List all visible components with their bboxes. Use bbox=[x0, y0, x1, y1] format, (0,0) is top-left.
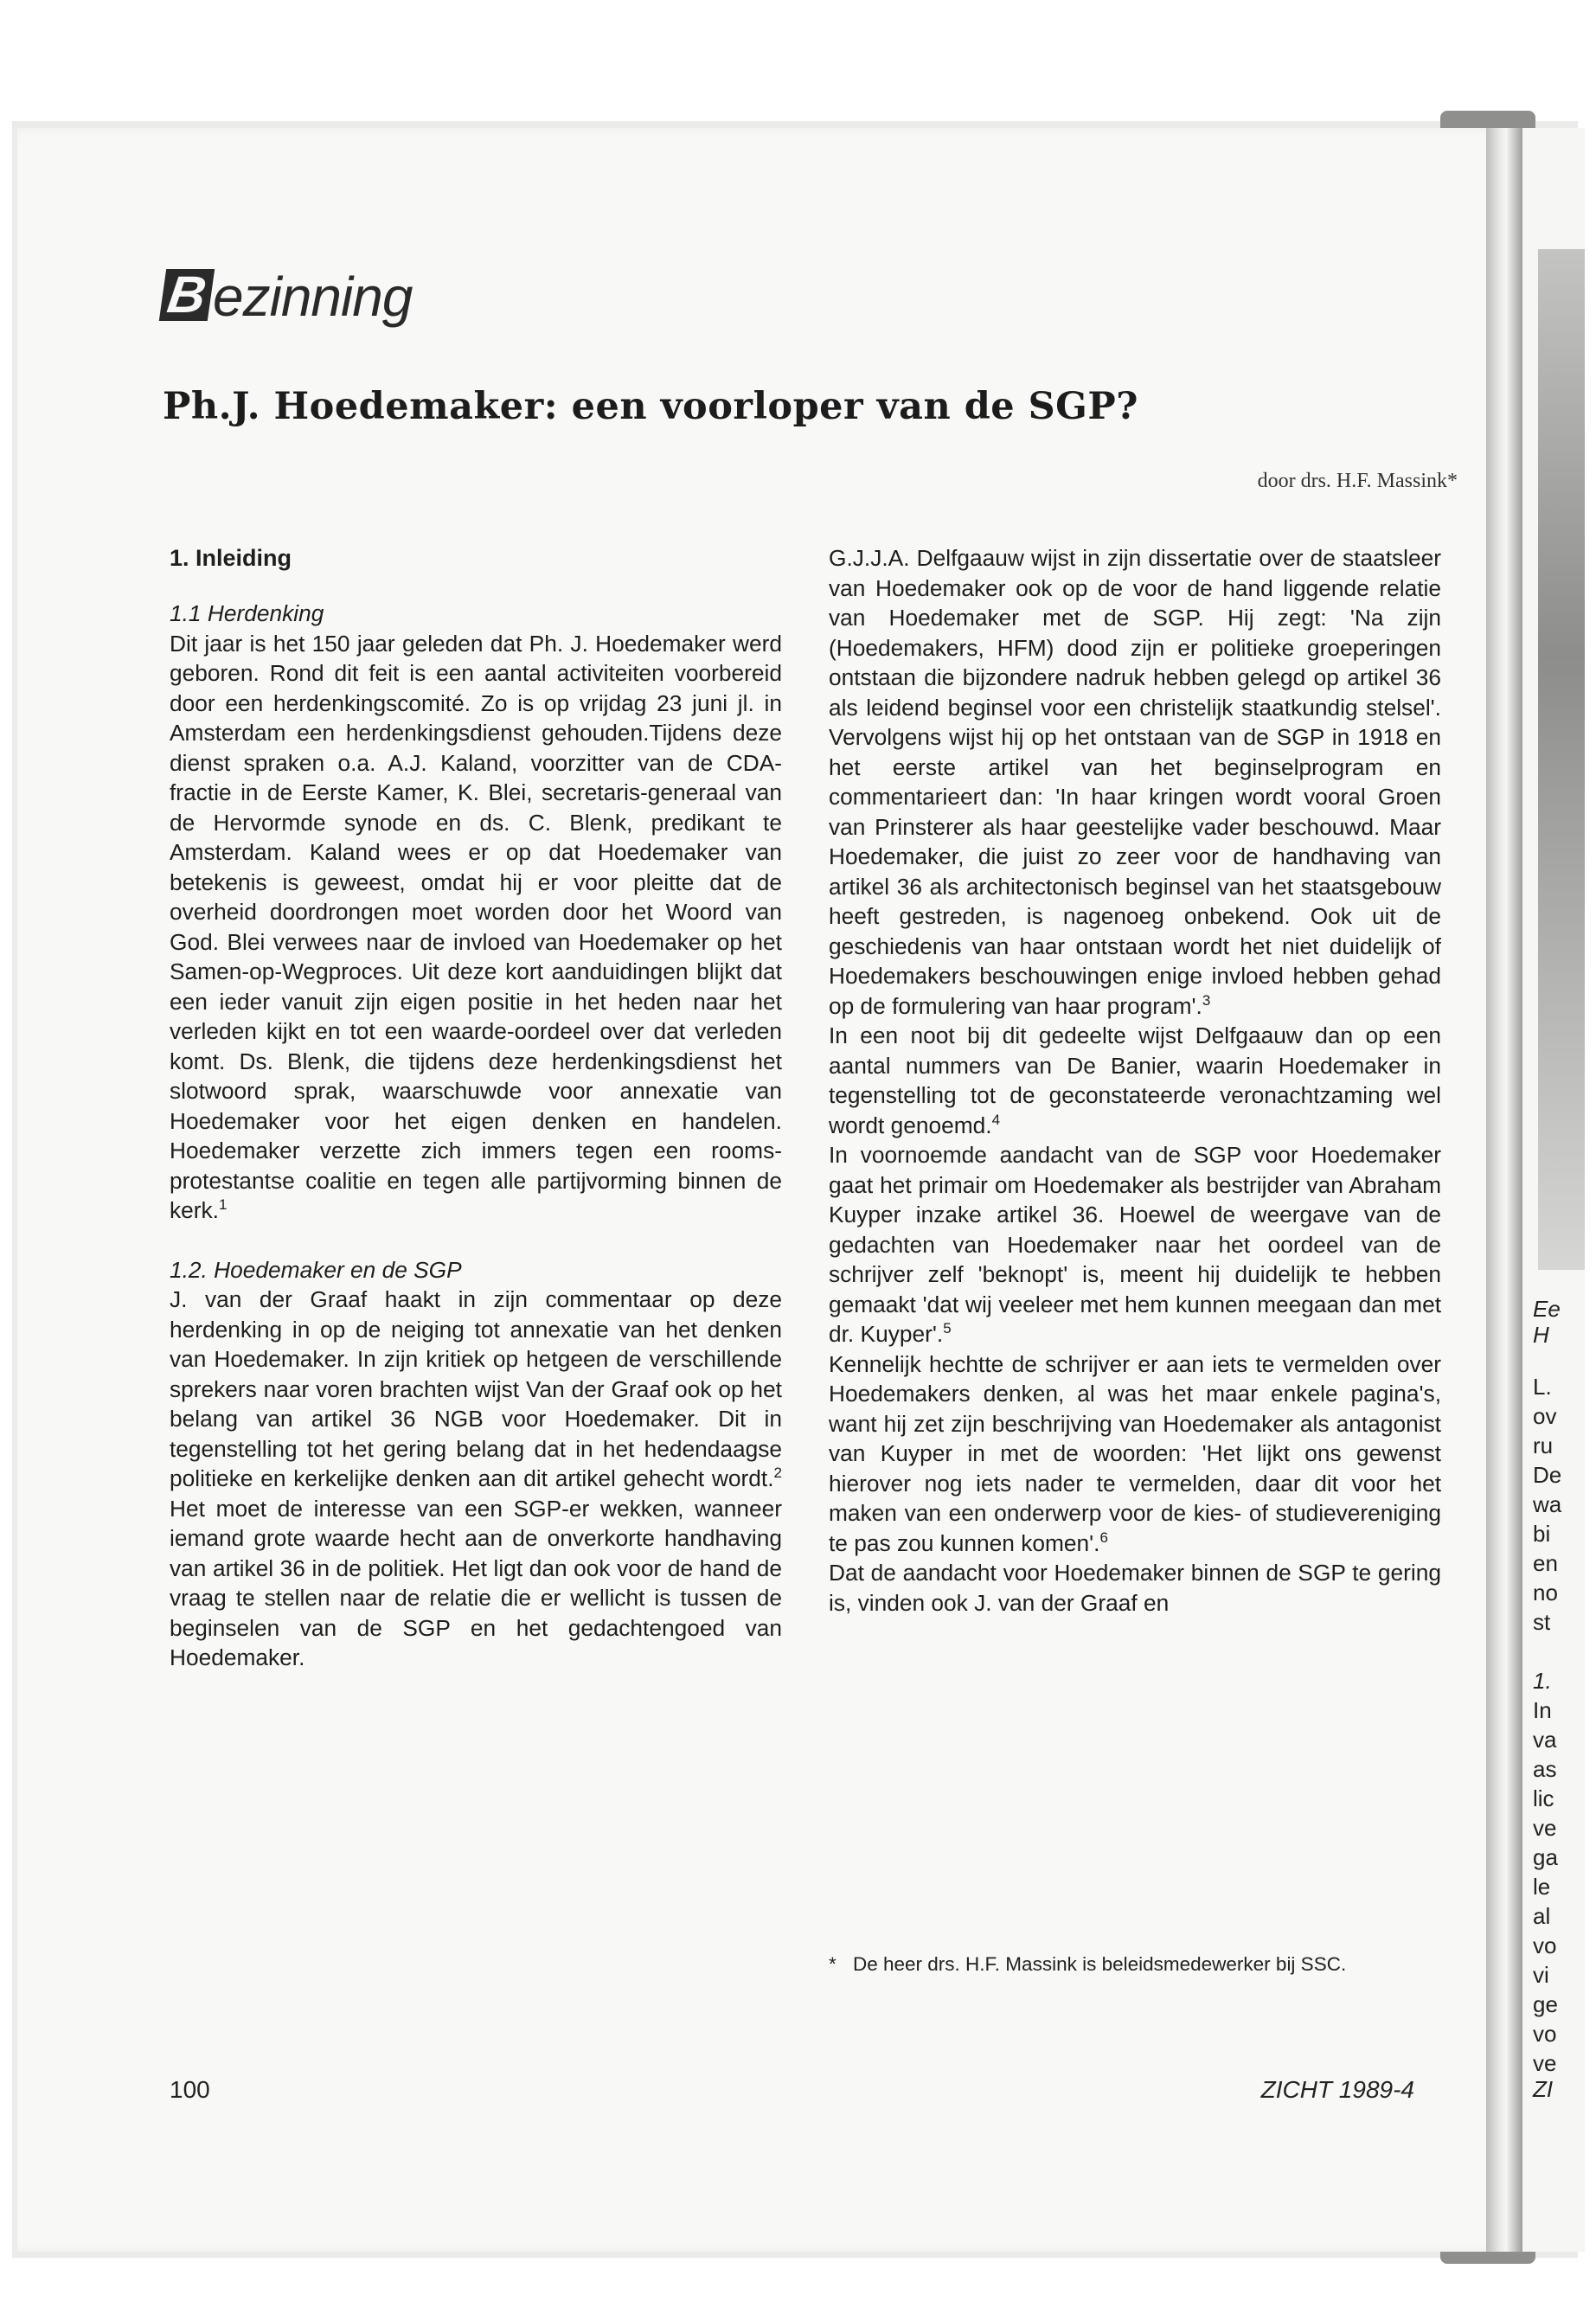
body-paragraph: In voornoemde aandacht van de SGP voor Hoedemaker gaat het primair om Hoedemaker als bestrijder van Abraham Kuyper inzake artikel 36. Hoewel de weergave van de gedachten van Hoedemaker naar het oordeel van de schrijver zelf 'beknopt' is, meent hij duidelijk te hebben gemaakt 'dat wij veeleer met hem kunnen meegaan dan met dr. Kuyper'.$^5$ bbox=[829, 1142, 1441, 1347]
next-page-fragment: vo bbox=[1533, 1932, 1557, 1958]
article-byline: door drs. H.F. Massink* bbox=[1257, 470, 1458, 492]
next-page-fragment: 1. bbox=[1533, 1668, 1552, 1694]
next-page-fragment: vi bbox=[1533, 1962, 1549, 1988]
author-footnote bbox=[829, 1952, 1441, 1977]
footnote-ref: 5 bbox=[943, 1320, 952, 1337]
section-tag-label: ezinning bbox=[213, 266, 413, 328]
next-page-fragment: wa bbox=[1533, 1491, 1562, 1517]
body-paragraph: In een noot bij dit gedeelte wijst Delfgaauw dan op een aantal nummers van De Banier, waarin Hoedemaker in tegenstelling tot de geconstateerde veronachtzaming wel wordt genoemd.$^4$ bbox=[829, 1022, 1441, 1138]
page-spine bbox=[1486, 128, 1522, 2252]
next-page-fragment: en bbox=[1533, 1550, 1558, 1576]
next-page-fragment: ve bbox=[1533, 1815, 1557, 1841]
section-tag bbox=[163, 238, 413, 328]
body-paragraph: Dit jaar is het 150 jaar geleden dat Ph. J. Hoedemaker werd geboren. Rond dit feit is een aantal activiteiten voorbereid door een herdenkingscomité. Zo is op vrijdag 23 juni jl. in Amsterdam een herdenkingsdienst gehouden.Tijdens deze dienst spraken o.a. A.J. Kaland, voorzitter van de CDA-fractie in de Eerste Kamer, K. Blei, secretaris-generaal van de Hervormde synode en ds. C. Blenk, predikant te Amsterdam. Kaland wees er op dat Hoedemaker van betekenis is geweest, omdat hij er voor pleitte dat de overheid doordrongen moet worden door het Woord van God. Blei verwees naar de invloed van Hoedemaker op het Samen-op-Wegproces. Uit deze kort aanduidingen blijkt dat een ieder vanuit zijn eigen positie in het heden naar het verleden kijkt en tot een waarde-oordeel over dat verleden komt. Ds. Blenk, die tijdens deze herdenkingsdienst het slotwoord sprak, waarschuwde voor annexatie van Hoedemaker voor het eigen denken en handelen. Hoedemaker verzette zich immers tegen een rooms-protestantse coalitie en tegen alle partijvorming binnen de kerk.$^1$ bbox=[170, 630, 782, 1223]
article-title: Ph.J. Hoedemaker: een voorloper van de SGP? bbox=[163, 385, 1138, 428]
next-page-fragment: bi bbox=[1533, 1521, 1551, 1547]
next-page-fragment: ge bbox=[1533, 1991, 1558, 2017]
body-paragraph: G.J.J.A. Delfgaauw wijst in zijn dissertatie over de staatsleer van Hoedemaker ook op de voor de hand liggende relatie van Hoedemaker met de SGP. Hij zegt: 'Na zijn (Hoedemakers, HFM) dood zijn er politieke groeperingen ontstaan die bijzondere nadruk hebben gelegd op artikel 36 als leidend beginsel voor een christelijk staatkundig stelsel'. Vervolgens wijst hij op het ontstaan van de SGP in 1918 en het eerste artikel van het beginselprogram en commentarieert dan: 'In haar kringen wordt vooral Groen van Prinsterer als haar geestelijke vader beschouwd. Maar Hoedemaker, die juist zo zeer voor de handhaving van artikel 36 als architectonisch beginsel van het staatsgebouw heeft gestreden, is nagenoeg onbekend. Ook uit de geschiedenis van haar ontstaan wordt het niet duidelijk of Hoedemakers beschouwingen enige invloed hebben gehad op de formulering van haar program'.$^3$ bbox=[829, 545, 1441, 1019]
next-page-fragment: ga bbox=[1533, 1844, 1558, 1870]
next-page-fragment: ov bbox=[1533, 1403, 1557, 1429]
section-tag-initial: B bbox=[159, 269, 215, 321]
next-page-fragment: no bbox=[1533, 1580, 1558, 1606]
body-paragraph: Dat de aandacht voor Hoedemaker binnen de SGP te gering is, vinden ook J. van der Graaf en bbox=[829, 1560, 1441, 1616]
next-page-fragment: vo bbox=[1533, 2021, 1557, 2047]
footnote-ref: 4 bbox=[991, 1111, 1001, 1128]
next-page-fragment: ZI bbox=[1533, 2076, 1554, 2102]
journal-issue: ZICHT 1989-4 bbox=[1260, 2076, 1414, 2103]
footnote-mark: * bbox=[829, 1953, 836, 1975]
next-page-fragment: L. bbox=[1533, 1374, 1552, 1400]
section-heading: 1. Inleiding bbox=[170, 545, 292, 571]
right-column bbox=[829, 543, 1441, 1618]
page-number: 100 bbox=[170, 2076, 210, 2103]
next-page-fragment: le bbox=[1533, 1874, 1551, 1900]
next-page-fragment: va bbox=[1533, 1727, 1557, 1753]
next-page-photo bbox=[1538, 249, 1585, 1270]
next-page-fragment: Ee bbox=[1533, 1296, 1561, 1322]
subsection-heading: 1.2. Hoedemaker en de SGP bbox=[170, 1256, 462, 1283]
next-page-fragment: as bbox=[1533, 1756, 1557, 1782]
footnote-ref: 6 bbox=[1099, 1529, 1108, 1546]
footnote-text: De heer drs. H.F. Massink is beleidsmedewerker bij SSC. bbox=[853, 1953, 1347, 1975]
body-paragraph: Kennelijk hechtte de schrijver er aan iets te vermelden over Hoedemakers denken, al was het maar enkele pagina's, want hij zet zijn beschrijving van Hoedemaker als antagonist van Kuyper in met de woorden: 'Het lijkt ons gewenst hierover nog iets nader te vermelden, daar dit voor het maken van een onderwerp voor de kies- of studievereniging te pas zou kunnen komen'.$^6$ bbox=[829, 1350, 1441, 1556]
body-paragraph: J. van der Graaf haakt in zijn commentaar op deze herdenking in op de neiging tot annexatie van het denken van Hoedemaker. In zijn kritiek op hetgeen de verschillende sprekers naar voren brachten wijst Van der Graaf ook op het belang van artikel 36 NGB voor Hoedemaker. Dit in tegenstelling tot het gering belang dat in het hedendaagse politieke en kerkelijke denken aan dit artikel gehecht wordt.$^2$ Het moet de interesse van een SGP-er wekken, wanneer iemand grote waarde hecht aan de onverkorte handhaving van artikel 36 in de politiek. Het ligt dan ook voor de hand de vraag te stellen naar de relatie die er wellicht is tussen de beginselen van de SGP en het gedachtengoed van Hoedemaker. bbox=[170, 1286, 782, 1670]
footnote-ref: 3 bbox=[1202, 991, 1211, 1009]
next-page-fragment: H bbox=[1533, 1322, 1549, 1348]
next-page-fragment: In bbox=[1533, 1697, 1552, 1723]
next-page-fragment: lic bbox=[1533, 1785, 1554, 1811]
next-page-fragment: ve bbox=[1533, 2050, 1557, 2076]
footnote-ref: 2 bbox=[773, 1465, 782, 1482]
subsection-heading: 1.1 Herdenking bbox=[170, 600, 324, 626]
next-page-fragment: al bbox=[1533, 1903, 1551, 1929]
next-page-fragment: De bbox=[1533, 1462, 1562, 1488]
next-page-fragment: ru bbox=[1533, 1433, 1554, 1458]
footnote-ref: 1 bbox=[219, 1196, 228, 1214]
next-page-edge bbox=[1522, 128, 1585, 2252]
next-page-fragment: st bbox=[1533, 1609, 1551, 1635]
left-column bbox=[170, 543, 782, 1673]
